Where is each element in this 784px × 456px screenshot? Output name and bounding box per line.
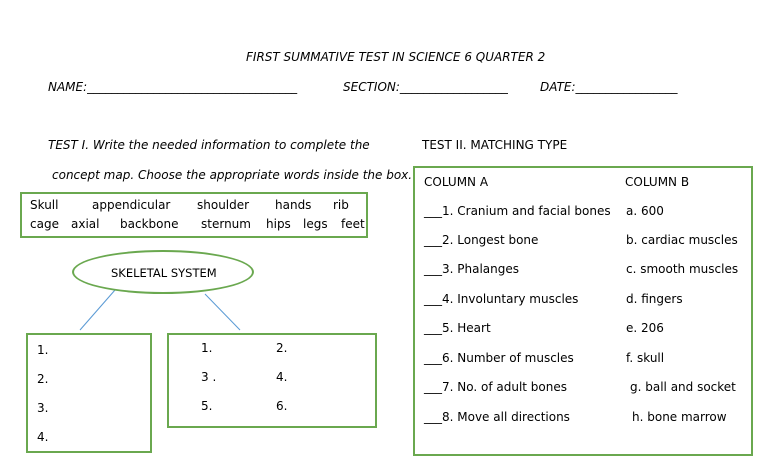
left-item-3: 3.	[37, 401, 49, 415]
skeletal-system-label: SKELETAL SYSTEM	[111, 266, 217, 280]
word-sternum: sternum	[201, 217, 251, 231]
word-shoulder: shoulder	[197, 198, 250, 212]
column-b-item-a: a. 600	[626, 204, 664, 218]
column-b-item-b: b. cardiac muscles	[626, 233, 738, 247]
right-item-5: 5.	[201, 399, 213, 413]
right-item-4: 4.	[276, 370, 288, 384]
column-a-item-2: ___2. Longest bone	[424, 233, 539, 247]
column-b-header: COLUMN B	[625, 175, 690, 189]
right-item-3: 3 .	[201, 370, 217, 384]
right-item-2: 2.	[276, 341, 288, 355]
column-b-item-c: c. smooth muscles	[626, 262, 739, 276]
word-legs: legs	[303, 217, 328, 231]
word-appendicular: appendicular	[92, 198, 171, 212]
test1-instruction-line1: TEST I. Write the needed information to complete the	[48, 138, 370, 152]
column-b-item-f: f. skull	[626, 351, 665, 365]
left-item-2: 2.	[37, 372, 49, 386]
right-item-6: 6.	[276, 399, 288, 413]
date-field: DATE:_________________	[540, 80, 678, 94]
name-field: NAME:___________________________________	[48, 80, 298, 94]
left-item-1: 1.	[37, 343, 49, 357]
word-hands: hands	[275, 198, 312, 212]
column-a-item-5: ___5. Heart	[424, 321, 491, 335]
column-a-item-4: ___4. Involuntary muscles	[424, 292, 579, 306]
section-field: SECTION:__________________	[343, 80, 508, 94]
column-a-item-7: ___7. No. of adult bones	[424, 380, 568, 394]
word-backbone: backbone	[120, 217, 179, 231]
left-item-4: 4.	[37, 430, 49, 444]
test1-instruction-line2: concept map. Choose the appropriate words inside the box.	[52, 168, 413, 182]
test2-title: TEST II. MATCHING TYPE	[422, 138, 568, 152]
word-skull: Skull	[30, 198, 59, 212]
column-a-item-6: ___6. Number of muscles	[424, 351, 574, 365]
column-a-item-3: ___3. Phalanges	[424, 262, 520, 276]
column-b-item-d: d. fingers	[626, 292, 683, 306]
word-cage: cage	[30, 217, 59, 231]
column-a-header: COLUMN A	[424, 175, 489, 189]
word-rib: rib	[333, 198, 349, 212]
column-b-item-g: g. ball and socket	[630, 380, 736, 394]
concept-right-box	[167, 333, 377, 428]
column-a-item-1: ___1. Cranium and facial bones	[424, 204, 611, 218]
word-feet: feet	[341, 217, 365, 231]
page-title: FIRST SUMMATIVE TEST IN SCIENCE 6 QUARTER 2	[246, 50, 546, 64]
column-a-item-8: ___8. Move all directions	[424, 410, 570, 424]
column-b-item-e: e. 206	[626, 321, 664, 335]
word-hips: hips	[266, 217, 291, 231]
right-item-1: 1.	[201, 341, 213, 355]
word-axial: axial	[71, 217, 100, 231]
column-b-item-h: h. bone marrow	[632, 410, 727, 424]
